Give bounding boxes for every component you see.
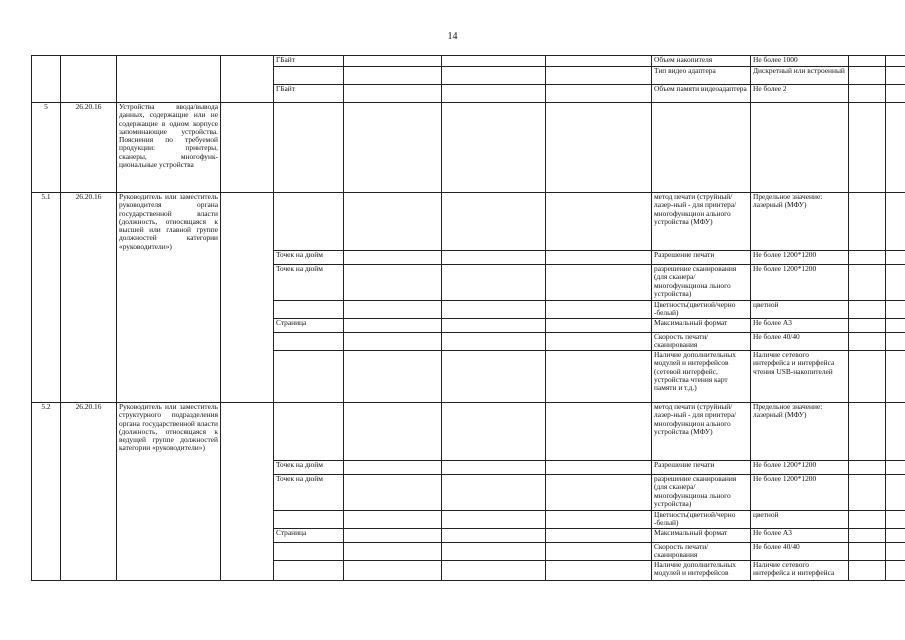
characteristic-cell: Разрешение печати (652, 251, 751, 265)
unit-cell (274, 193, 344, 251)
value-cell: Не более 1200*1200 (751, 251, 849, 265)
blank-cell (849, 561, 886, 581)
blank-cell (344, 103, 442, 193)
row-number-cell: 5 (32, 103, 61, 193)
blank-cell (886, 193, 905, 251)
blank-cell (886, 561, 905, 581)
characteristic-cell: Цветность(цветной/черно -белый) (652, 301, 751, 319)
value-cell: цветной (751, 301, 849, 319)
blank-cell (442, 67, 546, 85)
blank-cell (442, 333, 546, 351)
blank-cell (546, 333, 652, 351)
blank-cell (849, 461, 886, 475)
blank-cell (886, 251, 905, 265)
blank-cell (849, 103, 886, 193)
characteristic-cell: Объем накопителя (652, 56, 751, 67)
blank-cell (442, 475, 546, 511)
value-cell: Не более А3 (751, 529, 849, 543)
description-cell: Руководитель или заместитель руководителя органа государственной власти (должность, относящаяся к высшей или главной группе должностей категории «руководители») (117, 193, 221, 403)
value-cell: Не более 2 (751, 85, 849, 103)
value-cell (751, 103, 849, 193)
blank-cell (344, 351, 442, 403)
blank-cell (849, 85, 886, 103)
unit-cell (274, 511, 344, 529)
characteristic-cell: разрешение сканирования (для сканера/многофункциона льного устройства) (652, 265, 751, 301)
requirements-table (31, 55, 905, 581)
blank-cell (886, 265, 905, 301)
characteristic-cell (652, 103, 751, 193)
unit-cell: Страница (274, 319, 344, 333)
table-row (32, 193, 905, 251)
blank-cell (849, 67, 886, 85)
characteristic-cell: Цветность(цветной/черно -белый) (652, 511, 751, 529)
value-cell: Не более 1000 (751, 56, 849, 67)
blank-cell (546, 351, 652, 403)
blank-cell (849, 511, 886, 529)
characteristic-cell: Разрешение печати (652, 461, 751, 475)
characteristic-cell: Скорость печати/сканирования (652, 543, 751, 561)
unit-cell (274, 103, 344, 193)
blank-cell (546, 67, 652, 85)
blank-cell (442, 403, 546, 461)
value-cell: Наличие сетевого интерфейса и интерфейса чтения USB-накопителей (751, 351, 849, 403)
blank-cell (546, 85, 652, 103)
unit-cell: Точек на дюйм (274, 461, 344, 475)
row-number-cell (32, 56, 61, 103)
unit-cell: Точек на дюйм (274, 265, 344, 301)
blank-cell (886, 301, 905, 319)
blank-cell (344, 561, 442, 581)
unit-cell: Точек на дюйм (274, 251, 344, 265)
blank-cell (886, 351, 905, 403)
value-cell: Не более 1200*1200 (751, 461, 849, 475)
blank-cell (344, 475, 442, 511)
unit-cell (274, 561, 344, 581)
blank-cell (886, 461, 905, 475)
blank-cell (886, 529, 905, 543)
blank-cell (849, 193, 886, 251)
blank-cell (546, 56, 652, 67)
blank-cell (546, 319, 652, 333)
blank-cell (546, 193, 652, 251)
characteristic-cell: Максимальный формат (652, 529, 751, 543)
unit-cell (274, 333, 344, 351)
blank-cell (344, 333, 442, 351)
value-cell: Не более 40/40 (751, 333, 849, 351)
blank-cell (886, 511, 905, 529)
blank-cell (849, 333, 886, 351)
blank-cell (221, 403, 274, 581)
blank-cell (344, 301, 442, 319)
blank-cell (546, 403, 652, 461)
unit-cell (274, 351, 344, 403)
unit-cell (274, 403, 344, 461)
unit-cell: ГБайт (274, 56, 344, 67)
blank-cell (442, 561, 546, 581)
blank-cell (344, 251, 442, 265)
blank-cell (886, 85, 905, 103)
value-cell: Не более 40/40 (751, 543, 849, 561)
characteristic-cell: метод печати (струйный/лазер-ный - для принтера/многофункцион ального устройства (МФУ) (652, 193, 751, 251)
blank-cell (849, 529, 886, 543)
value-cell: Наличие сетевого интерфейса и интерфейса (751, 561, 849, 581)
blank-cell (221, 103, 274, 193)
blank-cell (546, 251, 652, 265)
blank-cell (886, 475, 905, 511)
blank-cell (849, 265, 886, 301)
row-number-cell: 5.1 (32, 193, 61, 403)
characteristic-cell: Максимальный формат (652, 319, 751, 333)
unit-cell (274, 301, 344, 319)
table-body (32, 56, 905, 581)
blank-cell (849, 56, 886, 67)
okpd-code-cell: 26.20.16 (61, 103, 117, 193)
unit-cell (274, 543, 344, 561)
blank-cell (886, 403, 905, 461)
description-cell: Руководитель или заместитель структурного подразделения органа государственной власти (должность, относящаяся к ведущей группе должностей категории «руководители») (117, 403, 221, 581)
blank-cell (221, 193, 274, 403)
blank-cell (442, 511, 546, 529)
blank-cell (886, 103, 905, 193)
blank-cell (344, 403, 442, 461)
blank-cell (546, 511, 652, 529)
blank-cell (442, 543, 546, 561)
blank-cell (442, 193, 546, 251)
blank-cell (442, 319, 546, 333)
blank-cell (442, 529, 546, 543)
blank-cell (546, 543, 652, 561)
blank-cell (849, 543, 886, 561)
characteristic-cell: Наличие дополнительных модулей и интерфейсов (сетевой интерфейс, устройства чтения карт памяти и т.д.) (652, 351, 751, 403)
unit-cell: Точек на дюйм (274, 475, 344, 511)
blank-cell (344, 511, 442, 529)
characteristic-cell: Скорость печати/сканирования (652, 333, 751, 351)
table-row (32, 403, 905, 461)
blank-cell (344, 529, 442, 543)
blank-cell (344, 56, 442, 67)
blank-cell (546, 475, 652, 511)
description-cell (117, 56, 221, 103)
blank-cell (442, 265, 546, 301)
page-number: 14 (447, 31, 458, 42)
blank-cell (546, 461, 652, 475)
blank-cell (849, 251, 886, 265)
blank-cell (442, 103, 546, 193)
blank-cell (849, 475, 886, 511)
value-cell: Предельное значение: лазерный (МФУ) (751, 193, 849, 251)
blank-cell (442, 56, 546, 67)
blank-cell (344, 265, 442, 301)
table-row (32, 56, 905, 67)
value-cell: Дискретный или встроенный (751, 67, 849, 85)
characteristic-cell: Объем памяти видеоадаптера (652, 85, 751, 103)
characteristic-cell: разрешение сканирования (для сканера/многофункциона льного устройства) (652, 475, 751, 511)
blank-cell (546, 265, 652, 301)
blank-cell (221, 56, 274, 103)
blank-cell (344, 193, 442, 251)
value-cell: Не более А3 (751, 319, 849, 333)
row-number-cell: 5.2 (32, 403, 61, 581)
blank-cell (849, 403, 886, 461)
blank-cell (546, 103, 652, 193)
value-cell: Не более 1200*1200 (751, 475, 849, 511)
okpd-code-cell (61, 56, 117, 103)
blank-cell (344, 319, 442, 333)
blank-cell (546, 301, 652, 319)
unit-cell (274, 67, 344, 85)
blank-cell (546, 529, 652, 543)
unit-cell: ГБайт (274, 85, 344, 103)
blank-cell (442, 461, 546, 475)
value-cell: цветной (751, 511, 849, 529)
okpd-code-cell: 26.20.16 (61, 403, 117, 581)
description-cell: Устройства ввода/вывода данных, содержащие или не содержащие в одном корпусе запоминающие устройства. Пояснения по требуемой продукции: принтеры, сканеры, многофунк-циональные устройства (117, 103, 221, 193)
blank-cell (442, 351, 546, 403)
blank-cell (344, 543, 442, 561)
blank-cell (442, 301, 546, 319)
characteristic-cell: Тип видео адаптера (652, 67, 751, 85)
characteristic-cell: Наличие дополнительных модулей и интерфейсов (652, 561, 751, 581)
blank-cell (886, 67, 905, 85)
blank-cell (849, 351, 886, 403)
characteristic-cell: метод печати (струйный/лазер-ный - для принтера/многофункцион ального устройства (МФУ) (652, 403, 751, 461)
okpd-code-cell: 26.20.16 (61, 193, 117, 403)
value-cell: Предельное значение: лазерный (МФУ) (751, 403, 849, 461)
blank-cell (886, 319, 905, 333)
blank-cell (849, 301, 886, 319)
value-cell: Не более 1200*1200 (751, 265, 849, 301)
blank-cell (344, 85, 442, 103)
unit-cell: Страница (274, 529, 344, 543)
blank-cell (886, 543, 905, 561)
blank-cell (344, 461, 442, 475)
blank-cell (849, 319, 886, 333)
blank-cell (344, 67, 442, 85)
blank-cell (442, 85, 546, 103)
table-row (32, 103, 905, 193)
blank-cell (886, 333, 905, 351)
blank-cell (546, 561, 652, 581)
blank-cell (886, 56, 905, 67)
blank-cell (442, 251, 546, 265)
